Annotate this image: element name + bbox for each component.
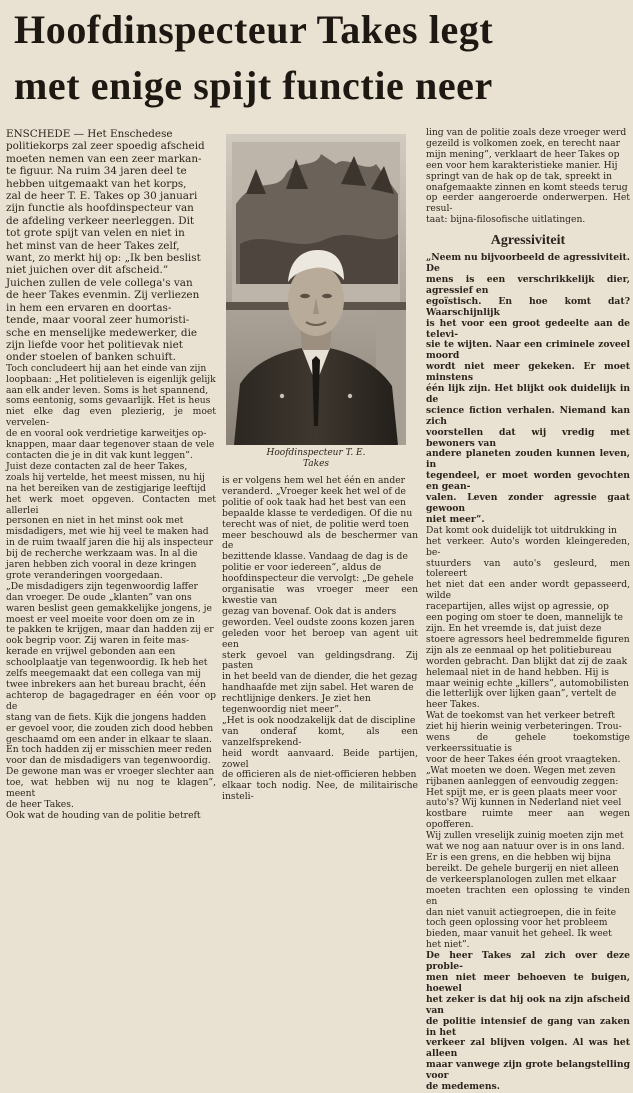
text-line: zijn. En het vreemde is, dat juist deze	[426, 622, 602, 634]
text-line: heid wordt aanvaard. Beide partijen, zowel	[222, 747, 418, 770]
text-line: sche en menselijke medewerker, die	[6, 326, 198, 339]
text-line: aan elk ander leven. Soms is het spannend,	[6, 384, 209, 396]
text-line: zal de heer T. E. Takes op 30 januari	[6, 190, 198, 203]
text-line: zelfs meegemaakt dat een collega van mij	[6, 668, 201, 680]
text-line: moeten trachten een oplossing te vinden en	[426, 884, 630, 907]
text-line: bieden, maar vanuit het geheel. Ik weet	[426, 928, 612, 940]
text-line: tegenwoordig niet meer”.	[222, 704, 342, 716]
text-line: grote veranderingen voorgedaan.	[6, 569, 163, 581]
text-line: bij de recherche werkzaam was. In al die	[6, 548, 198, 560]
text-line: En toch hadden zij er misschien meer reden	[6, 744, 212, 756]
text-line: Wat de toekomst van het verkeer betreft	[426, 710, 615, 722]
text-line: stoere agressors heel bedremmelde figuren	[426, 633, 630, 645]
text-line: de afdeling verkeer neerleggen. Dit	[6, 214, 195, 227]
text-line: dan niet vanuit actiegroepen, die in feite	[426, 906, 617, 918]
text-line: maar weinig echte „killers”, automobilisten	[426, 677, 629, 689]
text-line: „Wat moeten we doen. Wegen met zeven	[426, 764, 616, 776]
column-3-intro	[426, 128, 630, 226]
text-line: sie te wijten. Naar een criminele zoveel moord	[426, 339, 630, 362]
text-line: rijbanen aanleggen of eenvoudig zeggen:	[426, 775, 619, 787]
text-line: niet elke dag even plezierig, je moet vervelen-	[6, 406, 216, 429]
text-line: een poging om stoer te doen, mannelijk te	[426, 612, 623, 624]
headline-line-1: Hoofdinspecteur Takes legt	[14, 7, 494, 52]
closing-paragraph	[426, 951, 630, 1093]
text-line: stuurders van auto's gesleurd, men tolereert	[426, 557, 630, 580]
text-line: verkeer zal blijven volgen. Al was het alleen	[426, 1037, 630, 1060]
text-line: achterop de bagagedrager en één voor op de	[6, 689, 216, 712]
text-line: de verkeersplanologen zullen met elkaar	[426, 873, 617, 885]
text-line: taat: bijna-filosofische uitlatingen.	[426, 214, 586, 226]
text-line: zoals hij vertelde, het meest missen, nu hij	[6, 471, 205, 483]
text-line: kerade en vrijwel gebonden aan een	[6, 646, 176, 658]
headline	[14, 2, 626, 114]
text-line: het minst van de heer Takes zelf,	[6, 239, 180, 252]
text-line: geschaamd om een ander in elkaar te slaan.	[6, 733, 212, 745]
text-line: jaren hebben zich vooral in deze kringen	[6, 559, 197, 571]
text-line: na het bereiken van de zestigjarige leeftijd	[6, 482, 206, 494]
text-line: worden gebracht. Dan blijkt dat zij de zaak	[426, 655, 628, 667]
lead-paragraph	[6, 128, 216, 364]
text-line: De heer Takes zal zich over deze proble-	[426, 950, 630, 973]
text-line: het verkeer. Auto's worden kleingereden, be-	[426, 535, 630, 558]
text-line: auto's? Wij kunnen in Nederland niet veel	[426, 797, 622, 809]
text-line: toe, wat hebben wij nu nog te klagen”, meent	[6, 777, 216, 800]
text-line: moeten nemen van een zeer markan-	[6, 152, 202, 165]
text-line: Er is een grens, en die hebben wij bijna	[426, 852, 611, 863]
text-line: tot grote spijt van velen en niet in	[6, 227, 185, 240]
text-line: toch geen oplossing voor het probleem	[426, 917, 608, 929]
text-line: mijn mening”, verklaart de heer Takes op	[426, 148, 620, 160]
text-line: hebben uitgemaakt van het korps,	[6, 177, 187, 190]
text-line: rechtlijnige denkers. Je ziet hen	[222, 693, 371, 705]
text-line: valen. Leven zonder agressie gaat gewoon	[426, 492, 630, 514]
text-line: wat we nog aan natuur over is in ons land.	[426, 841, 625, 853]
text-line: terecht was of niet, de politie werd toen	[222, 518, 409, 530]
column-2	[222, 476, 418, 803]
column-1	[6, 128, 216, 822]
text-line: science fiction verhalen. Niemand kan zich	[426, 404, 630, 427]
caption-line-1: Hoofdinspecteur T. E.	[266, 448, 366, 458]
text-line: contacten die je in dit vak kunt leggen”.	[6, 449, 193, 461]
text-line: onder stoelen of banken schuift.	[6, 351, 176, 364]
text-line: die letterlijk over lijken gaan”, vertelt de	[426, 688, 617, 700]
text-line: „Neem nu bijvoorbeeld de agressiviteit. De	[426, 252, 630, 275]
text-line: stang van de fiets. Kijk die jongens hadden	[6, 711, 207, 723]
text-line: Wij zullen vreselijk zuinig moeten zijn met	[426, 830, 624, 842]
text-line: bepaalde klasse te verdedigen. Of die nu	[222, 507, 413, 519]
text-line: zijn functie als hoofdinspecteur van	[6, 202, 194, 215]
text-line: de heer Takes evenmin. Zij verliezen	[6, 289, 200, 302]
text-line: misdadigers, met wie hij veel te maken had	[6, 526, 209, 538]
column-3-body	[426, 526, 630, 951]
text-line: het niet”.	[426, 939, 470, 951]
text-line: is er volgens hem wel het één en ander	[222, 475, 406, 486]
text-line: Juist deze contacten zal de heer Takes,	[6, 460, 188, 472]
text-line: helemaal niet in de hand hebben. Hij is	[426, 666, 609, 678]
text-line: racepartijen, alles wijst op agressie, op	[426, 601, 609, 613]
text-line: van onderaf komt, als een vanzelfsprekend-	[222, 725, 418, 748]
text-line: voor de heer Takes één groot vraagteken.	[426, 753, 621, 765]
text-line: in de ruim twaalf jaren die hij als inspecteur	[6, 537, 213, 549]
headline-line-2: met enige spijt functie neer	[14, 63, 493, 108]
text-line: voorstellen dat wij vredig met bewoners van	[426, 426, 630, 449]
text-line: één lijk zijn. Het blijkt ook duidelijk in de	[426, 383, 630, 405]
text-line: politiekorps zal zeer spoedig afscheid	[6, 140, 205, 153]
text-line: wordt niet meer gekeken. Er moet minstens	[426, 361, 630, 384]
text-line: geworden. Veel oudste zoons kozen jaren	[222, 616, 415, 628]
text-line: is het voor een groot gedeelte aan de televi-	[426, 317, 630, 340]
text-line: er gevoel voor, die zouden zich dood hebben	[6, 722, 214, 734]
text-line: politie of ook taak had het best van een	[222, 496, 406, 508]
text-line: twee inbrekers aan het bureau bracht, één	[6, 679, 206, 690]
text-line: dan vroeger. De oude „klanten” van ons	[6, 591, 192, 603]
column-1-body	[6, 364, 216, 822]
text-line: gezag van bovenaf. Ook dat is anders	[222, 605, 397, 617]
caption-line-2: Takes	[302, 459, 330, 469]
text-line: wens de gehele toekomstige verkeerssituatie is	[426, 732, 630, 754]
text-line: de en vooral ook verdrietige karweitjes op-	[6, 428, 207, 440]
text-line: Juichen zullen de vele collega's van	[6, 276, 193, 289]
text-line: mens is een verschrikkelijk dier, agressief en	[426, 273, 630, 296]
text-line: men niet meer behoeven te buigen, hoewel	[426, 971, 630, 994]
text-line: het niet dat een ander wordt gepasseerd, wilde	[426, 579, 630, 602]
text-line: veranderd. „Vroeger keek het wel of de	[222, 485, 406, 497]
portrait-illustration	[226, 134, 406, 445]
text-line: in het beeld van de diender, die het gezag	[222, 671, 418, 683]
text-line: zijn liefde voor het politievak niet	[6, 338, 183, 351]
text-line: „Het is ook noodzakelijk dat de discipline	[222, 714, 416, 726]
text-line: meer beschouwd als de beschermer van de	[222, 529, 418, 552]
text-line: tende, maar vooral zeer humoristi-	[6, 314, 190, 327]
text-line: ENSCHEDE — Het Enschedese	[6, 128, 173, 140]
text-line: De gewone man was er vroeger slechter aan	[6, 766, 215, 778]
text-line: springt van de hak op de tak, spreekt in	[426, 170, 613, 182]
text-line: een voor hem karakteristieke manier. Hij	[426, 159, 618, 171]
text-line: schoolplaatje van tegenwoordig. Ik heb het	[6, 657, 208, 669]
text-line: Toch concludeert hij aan het einde van zijn	[6, 362, 207, 374]
text-line: Dat komt ook duidelijk tot uitdrukking in	[426, 524, 617, 536]
text-line: geleden voor het beroep van agent uit een	[222, 627, 418, 650]
text-line: heer Takes.	[426, 699, 480, 711]
text-line: personen en niet in het minst ook met	[6, 515, 184, 527]
text-line: zijn als ze eenmaal op het politiebureau	[426, 644, 612, 656]
text-line: andere planeten zouden kunnen leven, in	[426, 448, 630, 471]
text-line: de officieren als de niet-officieren hebben	[222, 769, 417, 781]
text-line: te figuur. Na ruim 34 jaren deel te	[6, 165, 187, 178]
text-line: hoofdinspecteur die vervolgt: „De gehele	[222, 573, 414, 585]
text-line: het zeker is dat hij ook na zijn afscheid van	[426, 993, 630, 1016]
text-line: te pakken te krijgen, maar dan hadden zij er	[6, 624, 214, 636]
text-line: knappen, maar daar tegenover staan de vele	[6, 439, 215, 451]
text-line: loopbaan: „Het politieleven is eigenlijk gelijk	[6, 373, 216, 385]
text-line: de politie intensief de gang van zaken in het	[426, 1015, 630, 1038]
text-line: ling van de politie zoals deze vroeger werd	[426, 127, 627, 138]
text-line: ziet hij hierin weinig verbeteringen. Trou-	[426, 721, 622, 733]
text-line: op eerder aangeroerde onderwerpen. Het resul-	[426, 192, 630, 215]
text-line: tegendeel, er moet worden gevochten en gean-	[426, 470, 630, 493]
text-line: elkaar toch nodig. Nee, de militairische insteli-	[222, 780, 418, 803]
text-line: politie er voor iedereen”, aldus de	[222, 562, 382, 574]
text-line: kostbare ruimte meer aan wegen opofferen.	[426, 808, 630, 831]
text-line: de medemens.	[426, 1081, 500, 1093]
text-line: onafgemaakte zinnen en komt steeds terug	[426, 181, 628, 193]
text-line: sterk gevoel van geldingsdrang. Zij pasten	[222, 649, 418, 672]
text-line: de heer Takes.	[6, 798, 74, 810]
text-line: „De misdadigers zijn tegenwoordig laffer	[6, 580, 198, 592]
text-line: niet meer”.	[426, 513, 485, 525]
text-line: Het spijt me, er is geen plaats meer voor	[426, 786, 617, 798]
text-line: want, zo merkt hij op: „Ik ben beslist	[6, 252, 201, 265]
text-line: in hem een ervaren en doortas-	[6, 301, 172, 314]
text-line: soms eentonig, soms gevaarlijk. Het is heus	[6, 395, 211, 407]
text-line: organisatie was vroeger meer een kwestie van	[222, 584, 418, 606]
text-line: gezeild is volkomen zoek, en terecht naar	[426, 137, 620, 149]
photo-caption	[226, 448, 406, 470]
text-line: het werk moet opgeven. Contacten met allerlei	[6, 493, 216, 516]
bold-quote-paragraph	[426, 253, 630, 526]
subheading-agressiviteit: Agressiviteit	[490, 233, 566, 249]
text-line: waren beslist geen gemakkelijke jongens, je	[6, 602, 212, 614]
text-line: niet juichen over dit afscheid.”	[6, 264, 169, 277]
text-line: voor dan de misdadigers van tegenwoordig.	[6, 755, 211, 767]
column-3	[426, 128, 630, 1093]
text-line: bezittende klasse. Vandaag de dag is de	[222, 551, 408, 563]
text-line: moest er veel moeite voor doen om ze in	[6, 613, 195, 625]
text-line: handhaafde met zijn sabel. Het waren de	[222, 682, 414, 694]
text-line: egoïstisch. En hoe komt dat? Waarschijnlijk	[426, 295, 630, 318]
column-2-body	[222, 476, 418, 803]
text-line: Ook wat de houding van de politie betreft	[6, 809, 201, 821]
text-line: ook begrip voor. Zij waren in feite mas-	[6, 635, 190, 647]
portrait-photo	[226, 134, 406, 445]
text-line: bereikt. De gehele burgerij en niet alleen	[426, 862, 619, 874]
text-line: maar vanwege zijn grote belangstelling voor	[426, 1059, 630, 1082]
